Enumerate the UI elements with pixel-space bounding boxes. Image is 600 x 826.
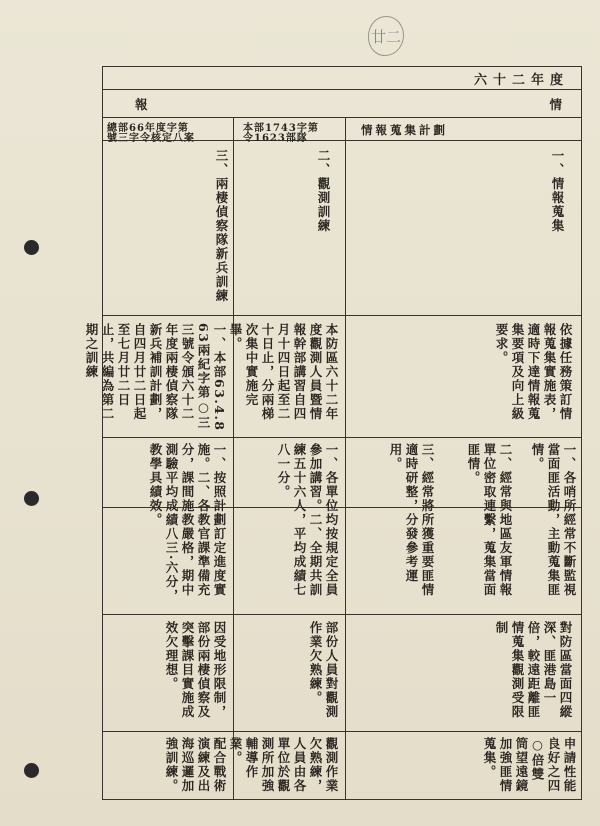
item-recon-training: 三、兩棲偵察隊新兵訓練 — [214, 149, 229, 303]
section-label-left: 報 — [135, 97, 155, 112]
training-result: 一、各單位均按規定全員參加講習。二、全期共訓練五十六人，平均成績七八一分。 — [276, 443, 339, 597]
header-plan: 情報蒐集計劃 — [361, 123, 448, 137]
problem-recon: 因受地形限制，部份兩棲偵察及突擊課目實施成效欠理想。 — [164, 621, 227, 719]
problem-intel: 對防區當面四縱深、匪港島一倍，較遠距離匪情蒐集觀測受限制 — [494, 621, 573, 719]
problem-training: 部份人員對觀測作業欠熟練。 — [308, 621, 339, 719]
recon-result: 一、按照計劃訂定進度實施。二、各教官課準備充分，課間施教嚴格，期中測驗平均成績八三·六分，教學具績效。 — [148, 443, 227, 603]
remedy-recon: 配合戰術演練及出海巡邏加強訓練。 — [164, 737, 227, 793]
year-heading: 六十二年度 — [473, 73, 569, 88]
execution-note-a: 一、各哨所經常不斷監視當面匪活動，主動蒐集匪情。 — [530, 443, 577, 597]
binder-hole — [24, 491, 39, 506]
item-intel-collection: 一、情報蒐集 — [550, 149, 565, 233]
header-left: 總部66年度字第 — [107, 123, 189, 134]
header-left-b: 號三字令核定八案 — [107, 133, 195, 144]
remedy-training: 觀測作業欠熟練，人員由各單位於觀測所加強輔導作業。 — [228, 737, 339, 793]
remedy-intel: 申請性能良好之四○倍雙筒望遠鏡加強匪情蒐集。 — [482, 737, 577, 793]
section-label-right: 情 — [549, 97, 569, 112]
report-table — [84, 66, 582, 800]
recon-summary: 一、本部63.4.8 63兩紀字第○三三號令頒六十二年度兩棲偵察隊新兵補訓計劃，自四月廿二日起至七月廿二日止，共編為第二期之訓練 — [84, 323, 227, 432]
execution-note-c: 三、經常將所獲重要匪情適時研整，分發參考運用。 — [388, 443, 435, 597]
page-number-stamp: 廿二 — [368, 16, 404, 56]
header-mid-b: 令1623部隊 — [243, 133, 308, 144]
header-mid: 本部1743字第 — [243, 123, 319, 134]
binder-hole — [24, 763, 39, 778]
item-observation-training: 二、觀測訓練 — [316, 149, 331, 233]
plan-summary: 依據任務策訂情報蒐集實施表，適時下達情報蒐集要項及向上級要求。 — [494, 323, 573, 421]
execution-note-b: 二、經常與地區友軍情報單位密取連繫，蒐集當面匪情。 — [466, 443, 513, 597]
training-summary: 本防區六十二年度觀測人員暨情報幹部講習自四月十四日起至二十日止，分兩梯次集中實施完畢。 — [228, 323, 339, 421]
binder-hole — [24, 240, 39, 255]
